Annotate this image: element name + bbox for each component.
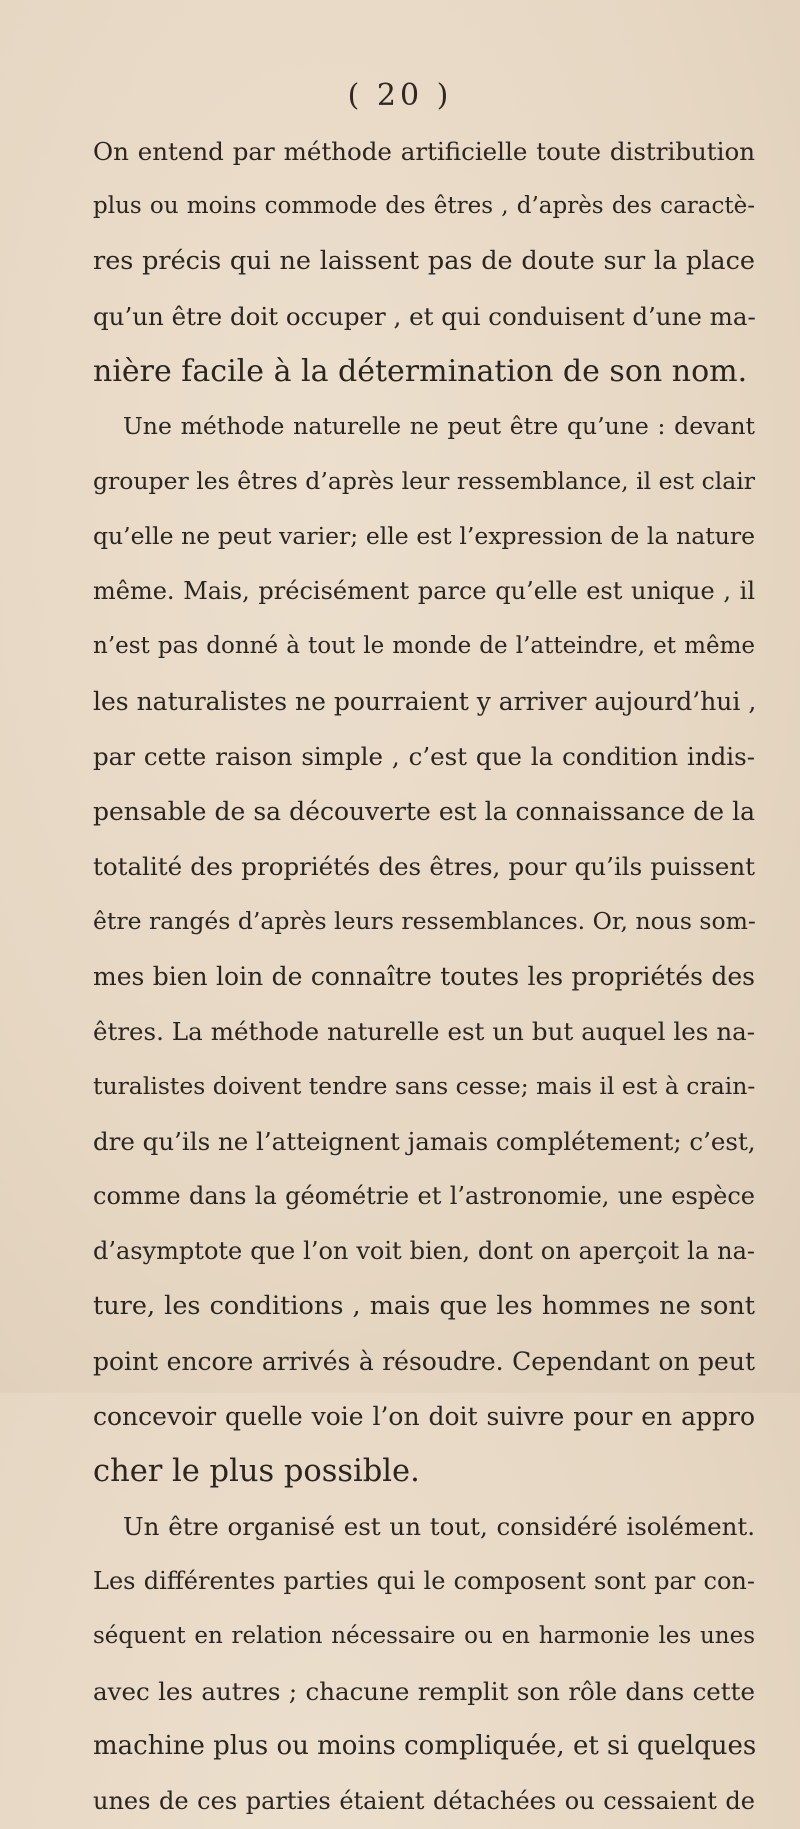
text-line: Un être organisé est un tout, considéré isolément. xyxy=(123,1512,755,1541)
text-line: concevoir quelle voie l’on doit suivre pour en appro xyxy=(93,1402,755,1431)
text-line: n’est pas donné à tout le monde de l’atteindre, et même xyxy=(93,633,755,659)
text-line: les naturalistes ne pourraient y arriver aujourd’hui , xyxy=(93,687,757,716)
text-line: point encore arrivés à résoudre. Cependant on peut xyxy=(93,1347,755,1376)
text-line: comme dans la géométrie et l’astronomie, une espèce xyxy=(93,1182,755,1210)
text-line: unes de ces parties étaient détachées ou cessaient de xyxy=(93,1787,755,1815)
text-line: Les différentes parties qui le composent sont par con- xyxy=(93,1567,755,1595)
text-line: turalistes doivent tendre sans cesse; mais il est à crain- xyxy=(93,1072,756,1100)
page-number: ( 20 ) xyxy=(347,78,453,113)
text-line: qu’elle ne peut varier; elle est l’expression de la nature xyxy=(93,522,755,550)
text-line: machine plus ou moins compliquée, et si quelques xyxy=(93,1731,757,1761)
text-line: séquent en relation nécessaire ou en harmonie les unes xyxy=(93,1623,755,1649)
text-line: être rangés d’après leurs ressemblances. Or, nous som- xyxy=(93,907,756,935)
text-line: grouper les êtres d’après leur ressemblance, il est clair xyxy=(93,467,755,495)
text-line: êtres. La méthode naturelle est un but auquel les na- xyxy=(93,1017,755,1046)
text-line: totalité des propriétés des êtres, pour qu’ils puissent xyxy=(93,852,755,881)
text-line: plus ou moins commode des êtres , d’après des caractè- xyxy=(93,193,755,219)
text-line: dre qu’ils ne l’atteignent jamais complétement; c’est, xyxy=(93,1127,756,1156)
text-line: par cette raison simple , c’est que la condition indis- xyxy=(93,742,755,771)
text-line: avec les autres ; chacune remplit son rôle dans cette xyxy=(93,1677,755,1706)
text-line: res précis qui ne laissent pas de doute sur la place xyxy=(93,246,755,276)
text-line: mes bien loin de connaître toutes les propriétés des xyxy=(93,962,755,991)
text-line: cher le plus possible. xyxy=(93,1454,420,1489)
text-line: qu’un être doit occuper , et qui conduisent d’une ma- xyxy=(93,302,756,331)
page-body xyxy=(93,124,755,1829)
text-line: pensable de sa découverte est la connaissance de la xyxy=(93,797,755,826)
text-line: d’asymptote que l’on voit bien, dont on aperçoit la na- xyxy=(93,1237,755,1265)
text-line: nière facile à la détermination de son nom. xyxy=(93,354,748,389)
text-line: ture, les conditions , mais que les hommes ne sont xyxy=(93,1291,755,1321)
text-line: Une méthode naturelle ne peut être qu’une : devant xyxy=(123,412,755,440)
text-line: même. Mais, précisément parce qu’elle est unique , il xyxy=(93,577,755,605)
text-line: On entend par méthode artificielle toute distribution xyxy=(93,137,755,166)
